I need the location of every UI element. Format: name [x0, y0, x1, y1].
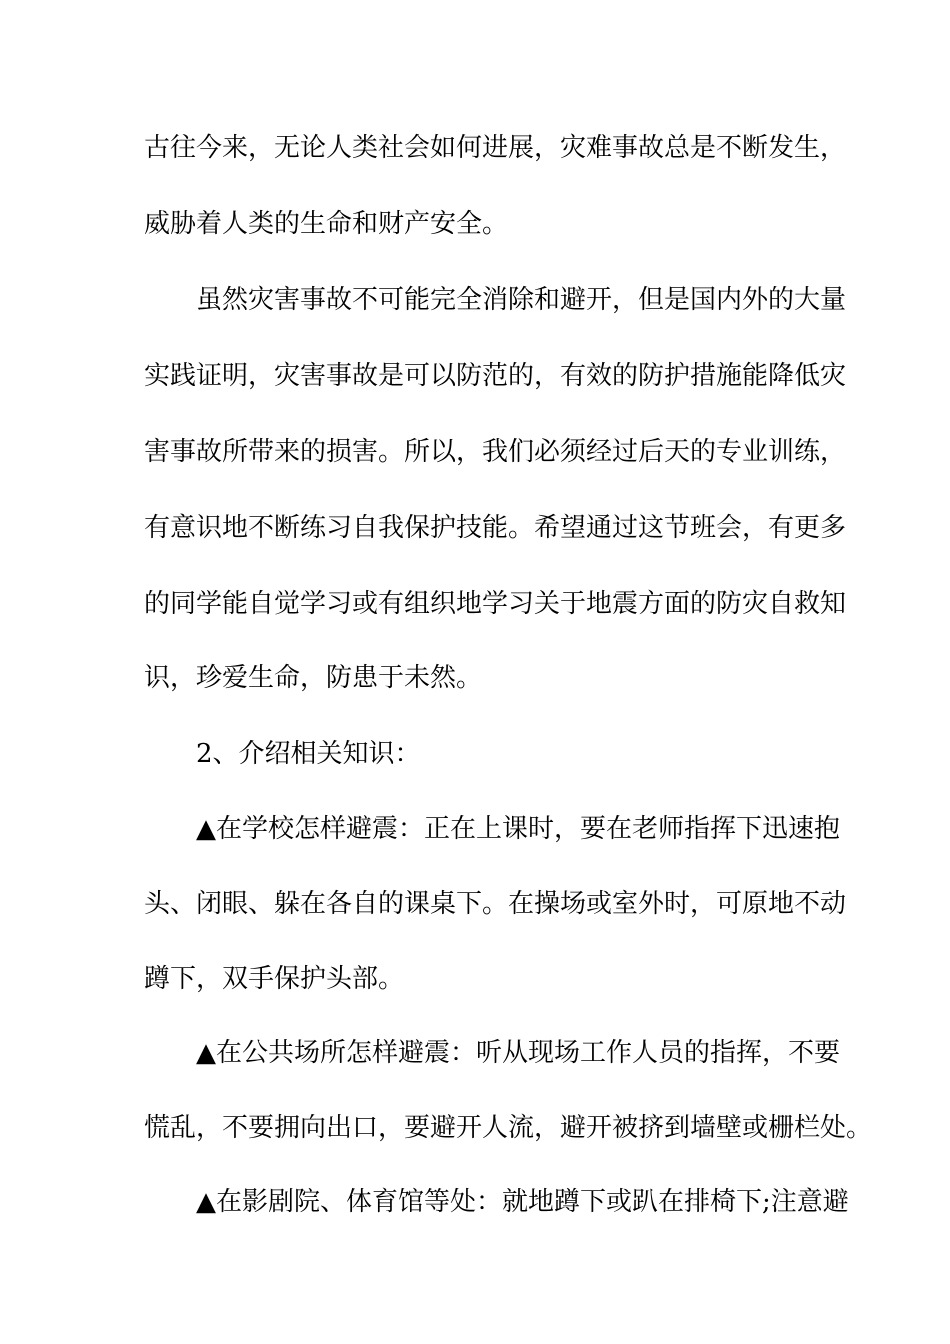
- text-line: 害事故所带来的损害。所以，我们必须经过后天的专业训练，: [144, 437, 847, 467]
- text-line: 古往今来，无论人类社会如何进展，灾难事故总是不断发生，: [144, 133, 847, 163]
- text-line: 有意识地不断练习自我保护技能。希望通过这节班会，有更多: [144, 513, 847, 543]
- paragraph-first-line: 虽然灾害事故不可能完全消除和避开，但是国内外的大量: [196, 285, 847, 315]
- text-line: 慌乱，不要拥向出口，要避开人流，避开被挤到墙壁或栅栏处。: [144, 1113, 873, 1143]
- text-line: 威胁着人类的生命和财产安全。: [144, 209, 509, 239]
- section-heading: 2、介绍相关知识：: [196, 739, 421, 769]
- text-line: 的同学能自觉学习或有组织地学习关于地震方面的防灾自救知: [144, 589, 847, 619]
- bullet-item-first-line: ▲在公共场所怎样避震：听从现场工作人员的指挥，不要: [196, 1038, 840, 1068]
- text-line: 头、闭眼、躲在各自的课桌下。在操场或室外时，可原地不动: [144, 889, 847, 919]
- text-line: 识，珍爱生命，防患于未然。: [144, 663, 483, 693]
- text-line: 实践证明，灾害事故是可以防范的，有效的防护措施能降低灾: [144, 361, 847, 391]
- text-line: 蹲下，双手保护头部。: [144, 964, 405, 994]
- bullet-item-first-line: ▲在学校怎样避震：正在上课时，要在老师指挥下迅速抱: [196, 814, 840, 844]
- bullet-item-first-line: ▲在影剧院、体育馆等处：就地蹲下或趴在排椅下;注意避: [196, 1187, 849, 1217]
